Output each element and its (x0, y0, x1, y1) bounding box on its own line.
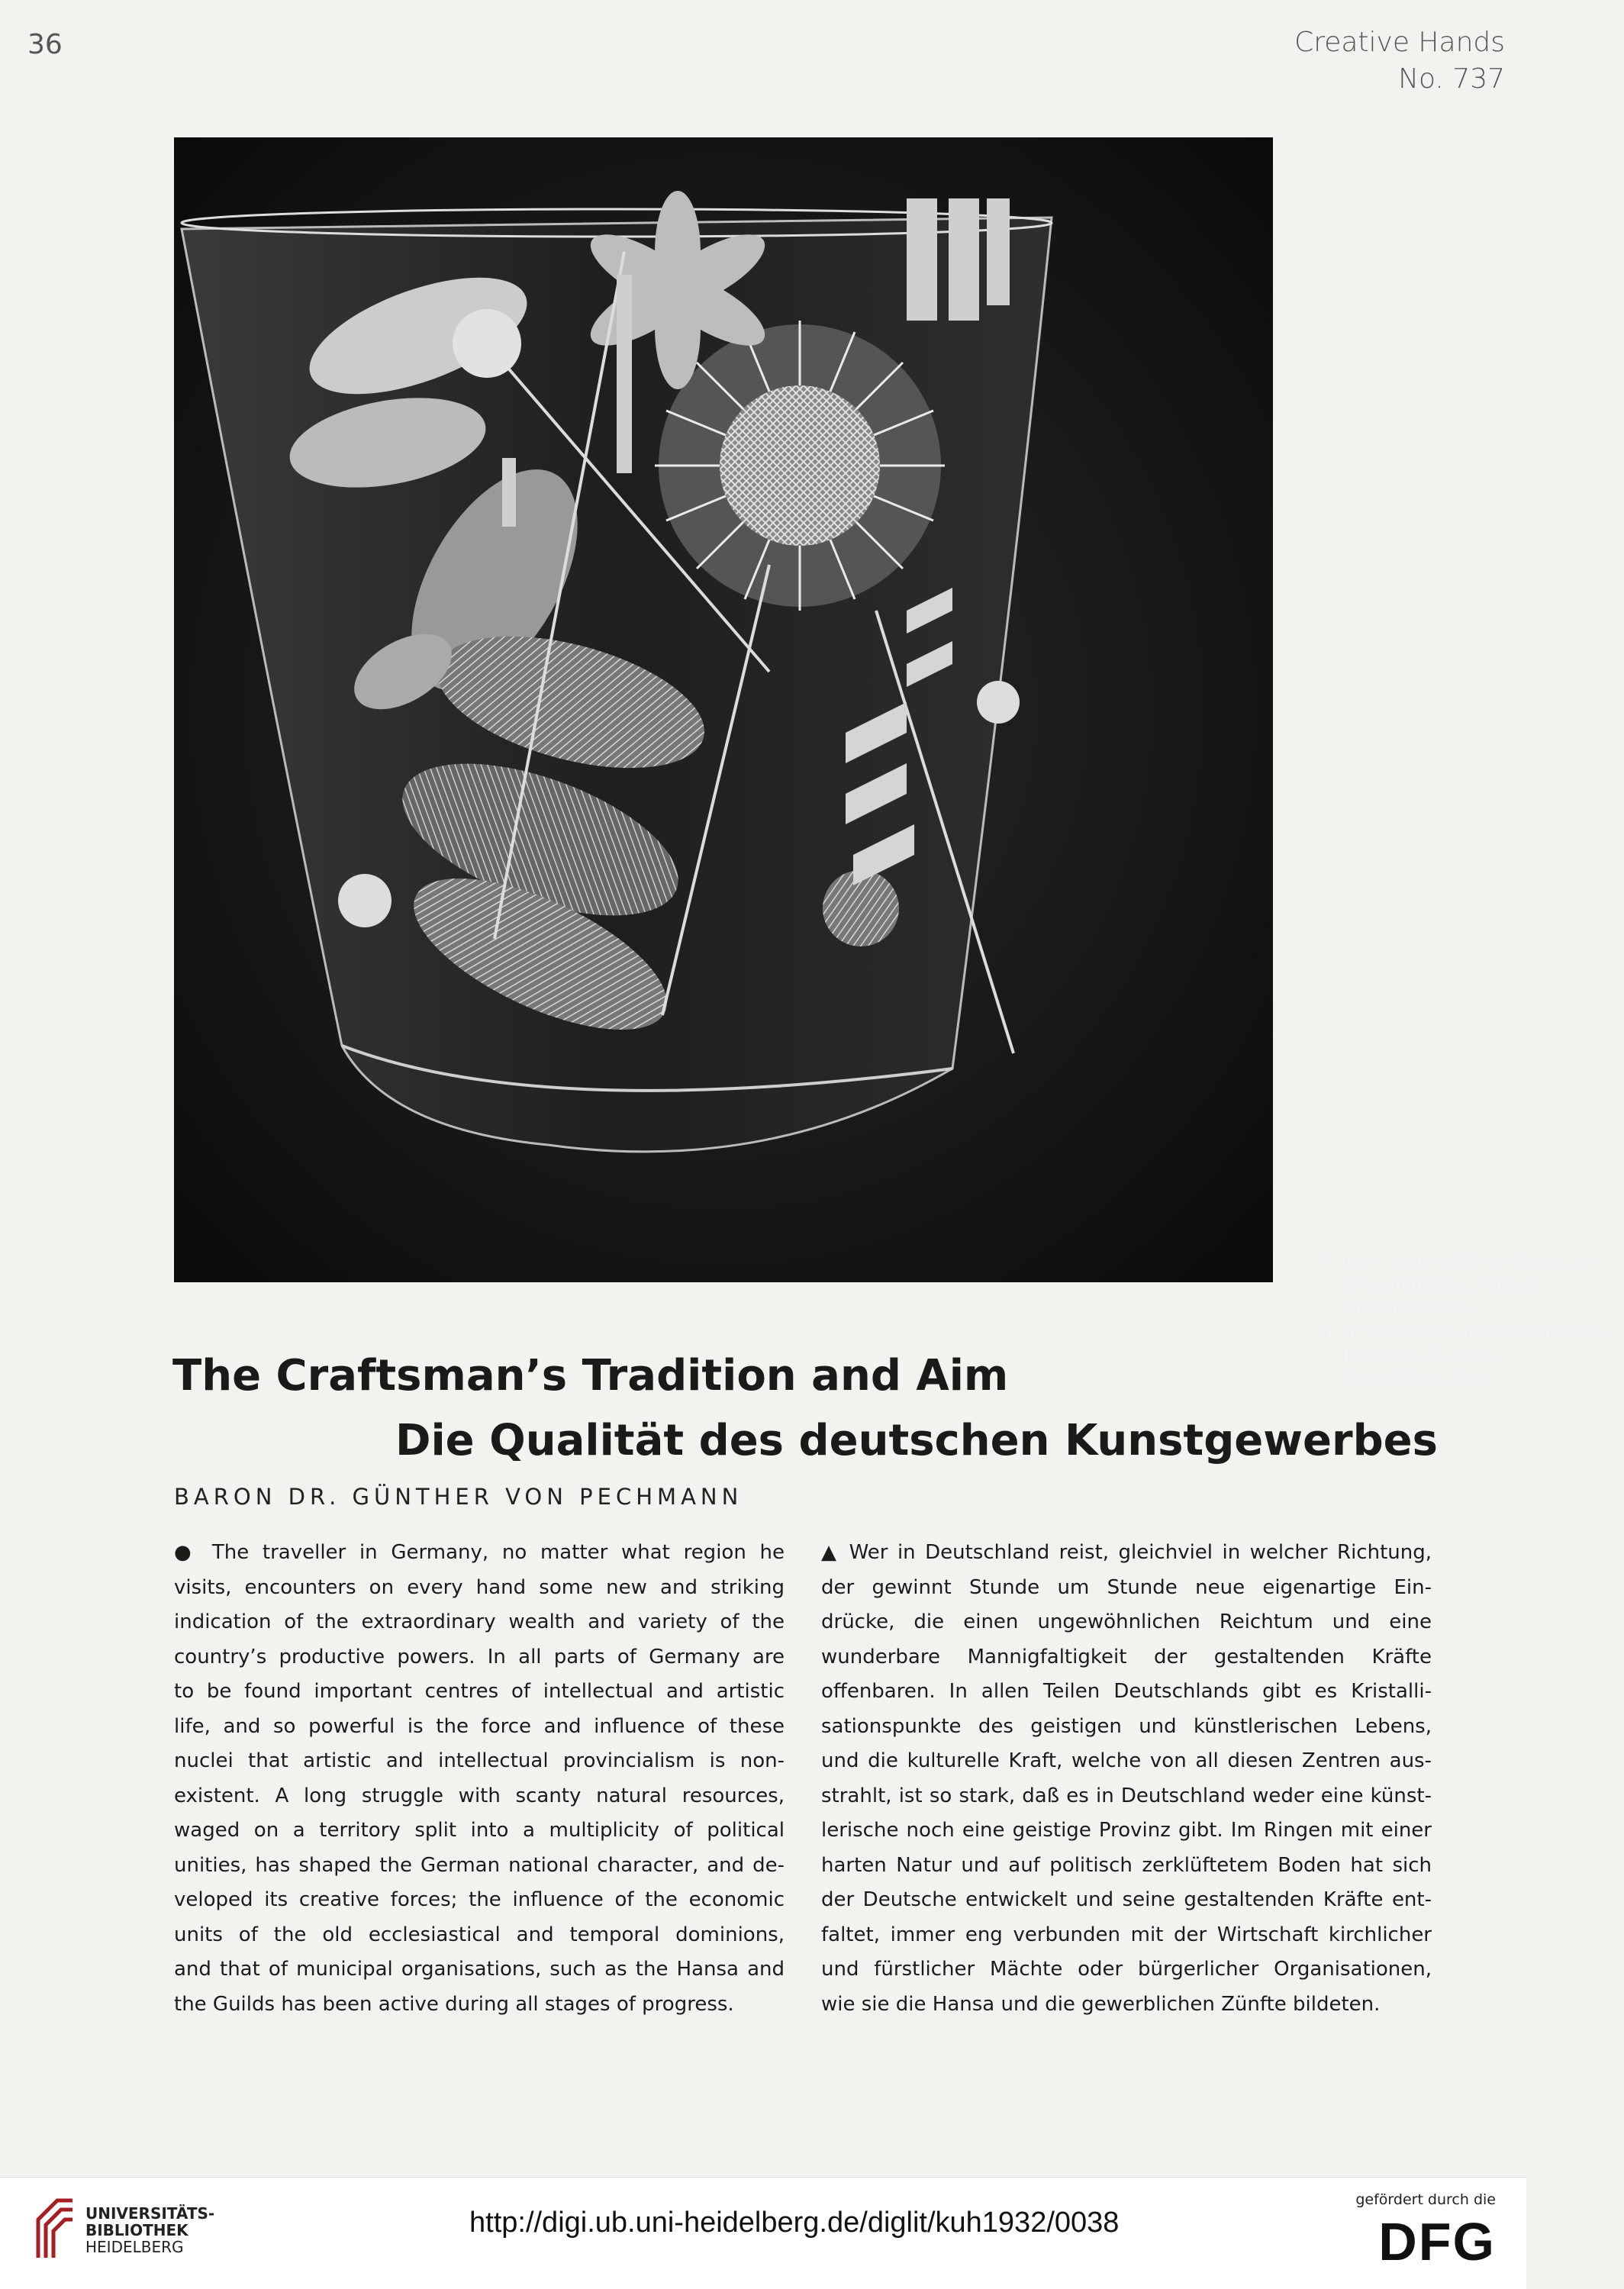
text-line: wie sie die Hansa und die gewerblichen Zünfte bildeten. (821, 1992, 1381, 2016)
caption-english (1319, 1250, 1624, 1319)
library-line: BIBLIOTHEK (85, 2221, 188, 2239)
text-line: und die kulturelle Kraft, welche von all diesen Zentren aus- (821, 1749, 1432, 1772)
page-number: 36 (27, 29, 63, 60)
library-line: HEIDELBERG (85, 2238, 184, 2256)
text-line: and that of municipal organisations, such as the Hansa and (174, 1958, 785, 1981)
text-line: der gewinnt Stunde um Stunde neue eigenartige Ein- (821, 1575, 1432, 1599)
text-line: units of the old ecclesiastical and temporal dominions, (174, 1923, 785, 1946)
text-line: veloped its creative forces; the influence of the economic (174, 1888, 785, 1911)
text-line: ● The traveller in Germany, no matter what region he (174, 1541, 785, 1564)
caption-line: Cut-Glass Vase (1342, 1298, 1469, 1317)
library-line: UNIVERSITÄTS- (85, 2204, 215, 2223)
cut-glass-vase-photo (174, 137, 1273, 1282)
running-head (1294, 24, 1505, 98)
caption-line: The Bavarian State School for (1342, 1253, 1597, 1271)
text-line: indication of the extraordinary wealth and variety of the (174, 1610, 785, 1633)
text-line: lerische noch eine geistige Provinz gibt. Im Ringen mit einer (821, 1819, 1432, 1842)
text-line: und fürstlicher Mächte oder bürgerlicher Organisationen, (821, 1958, 1432, 1981)
text-line: to be found important centres of intellectual and artistic (174, 1680, 785, 1703)
text-line: sationspunkte des geistigen und künstlerischen Lebens, (821, 1714, 1432, 1738)
body-column-german (821, 1536, 1432, 2022)
text-line: wunderbare Mannigfaltigkeit der gestaltenden Kräfte (821, 1645, 1432, 1668)
caption-line: Glass Industry, Zwiesel. (1342, 1275, 1545, 1294)
text-line: strahlt, ist so stark, daß es in Deutschland weder eine künst- (821, 1784, 1432, 1807)
text-line: waged on a territory split into a multiplicity of political (174, 1819, 785, 1842)
text-line: unities, has shaped the German national character, and de- (174, 1853, 785, 1877)
text-line: nuclei that artistic and intellectual provincialism is non- (174, 1749, 785, 1772)
caption-line: industrie, Zwiesel. (1342, 1346, 1500, 1364)
body-column-english (174, 1536, 785, 2022)
text-line: existent. A long struggle with scanty natural resources, (174, 1784, 785, 1807)
text-line: visits, encounters on every hand some new and striking (174, 1575, 785, 1599)
sponsor-label: gefördert durch die (1355, 2191, 1496, 2208)
issue-number: No. 737 (1398, 63, 1505, 95)
permalink-url[interactable]: http://digi.ub.uni-heidelberg.de/diglit/kuh1932/0038 (469, 2207, 1120, 2239)
article-author: BARON DR. GÜNTHER VON PECHMANN (174, 1484, 743, 1510)
text-line: harten Natur und auf politisch zerklüftetem Boden hat sich (821, 1853, 1432, 1877)
text-line: der Deutsche entwickelt und seine gestaltenden Kräfte ent- (821, 1888, 1432, 1911)
bullet-triangle-icon: ▲ (1319, 1323, 1331, 1340)
caption-german (1319, 1320, 1624, 1389)
ub-logo-icon (31, 2193, 76, 2262)
text-line: country’s productive powers. In all parts of Germany are (174, 1645, 785, 1668)
caption-line: Geschliffene Vase (1342, 1369, 1494, 1387)
text-line: life, and so powerful is the force and influence of these (174, 1714, 785, 1738)
article-title-german: Die Qualität des deutschen Kunstgewerbes (395, 1416, 1438, 1465)
dfg-logo: DFG (1378, 2212, 1496, 2271)
text-line: drücke, die einen ungewöhnlichen Reichtum und eine (821, 1610, 1432, 1633)
digitization-footer (0, 2177, 1526, 2289)
library-name (85, 2205, 214, 2255)
text-line: the Guilds has been active during all stages of progress. (174, 1992, 734, 2016)
article-title-english: The Craftsman’s Tradition and Aim (172, 1351, 1009, 1401)
text-line: faltet, immer eng verbunden mit der Wirtschaft kirchlicher (821, 1923, 1432, 1946)
journal-title: Creative Hands (1294, 27, 1505, 58)
photo-caption (1319, 1250, 1624, 1389)
caption-line: Staatliche Fachschule für Glas- (1342, 1323, 1606, 1341)
text-line: ▲ Wer in Deutschland reist, gleichviel in welcher Richtung, (821, 1541, 1432, 1564)
text-line: offenbaren. In allen Teilen Deutschlands gibt es Kristalli- (821, 1680, 1432, 1703)
bullet-circle-icon: ● (1319, 1253, 1332, 1269)
